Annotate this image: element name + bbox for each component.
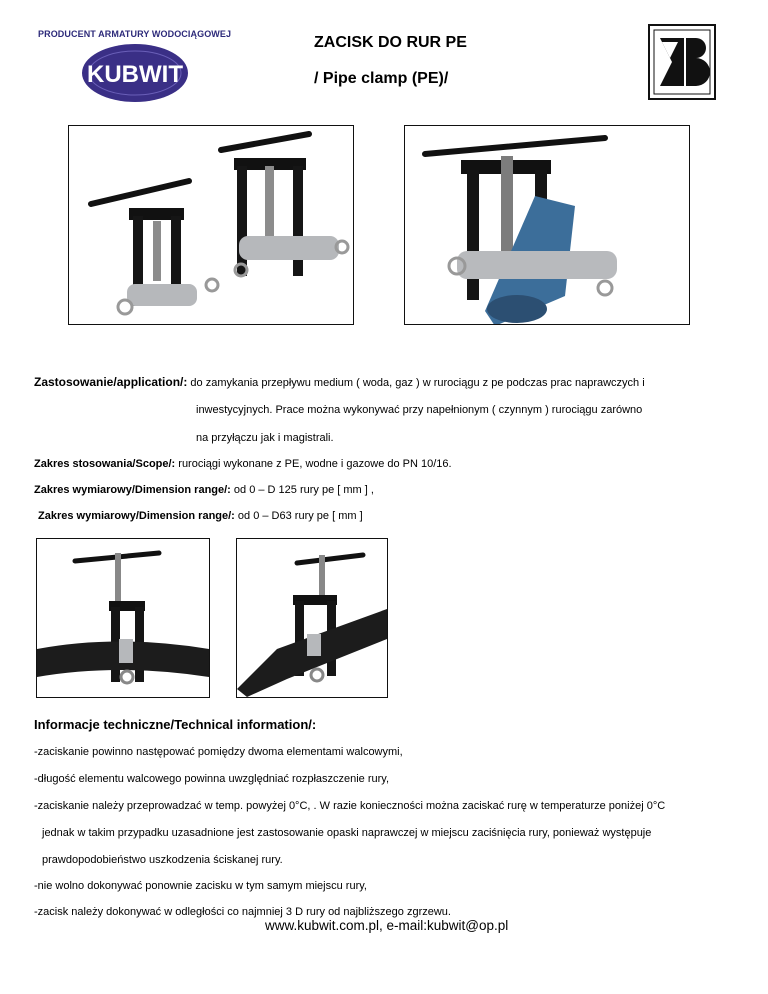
technical-line-5: prawdopodobieństwo uszkodzenia ściskanej rury. [42,854,283,866]
range2-label: Zakres wymiarowy/Dimension range/: [38,510,235,522]
technical-line-6: -nie wolno dokonywać ponownie zacisku w tym samym miejscu rury, [34,880,367,892]
kubwit-logo [80,42,190,104]
page-title: ZACISK DO RUR PE [314,34,467,51]
logo-text: KUBWIT [87,61,183,88]
footer-contact[interactable]: www.kubwit.com.pl, e-mail:kubwit@op.pl [265,918,509,933]
pipe-clamp-illustration [69,126,353,324]
technical-line-4: jednak w takim przypadku uzasadnione jest zastosowanie opaski naprawczej w miejscu zaciśnięcia rury, ponieważ występuje [42,827,652,839]
dimension-range-line-2 [38,510,363,522]
technical-line-7: -zacisk należy dokonywać w odległości co najmniej 3 D rury od najbliższego zgrzewu. [34,906,451,918]
product-photo-4 [236,538,388,698]
scope-value: rurociągi wykonane z PE, wodne i gazowe do PN 10/16. [175,458,452,470]
pipe-clamp-on-pipe-illustration [405,126,689,324]
scope-label: Zakres stosowania/Scope/: [34,458,176,470]
range1-value: od 0 – D 125 rury pe [ mm ] , [230,484,374,496]
small-clamp-angled-illustration [237,539,387,697]
product-photo-3 [36,538,210,698]
small-clamp-illustration [37,539,209,697]
application-line-2: inwestycyjnych. Prace można wykonywać przy napełnionym ( czynnym ) rurociągu zarówno [196,404,643,416]
product-photo-2 [404,125,690,325]
technical-line-3: -zaciskanie należy przeprowadzać w temp. powyżej 0°C, . W razie konieczności można zaciskać rurę w temperaturze poniżej 0°C [34,800,666,812]
technical-line-2: -długość elementu walcowego powinna uwzględniać rozpłaszczenie rury, [34,773,390,785]
application-text-1: do zamykania przepływu medium ( woda, gaz ) w rurociągu z pe podczas prac naprawczych i [187,377,645,389]
dimension-range-line-1 [34,484,374,496]
range2-value: od 0 – D63 rury pe [ mm ] [234,510,363,522]
scope-line [34,458,452,470]
technical-line-1: -zaciskanie powinno następować pomiędzy dwoma elementami walcowymi, [34,746,403,758]
range1-label: Zakres wymiarowy/Dimension range/: [34,484,231,496]
application-line-3: na przyłączu jak i magistrali. [196,432,334,444]
application-line-1 [34,375,645,389]
technical-heading: Informacje techniczne/Technical information/: [34,717,317,732]
product-photo-1 [68,125,354,325]
producer-tagline: PRODUCENT ARMATURY WODOCIĄGOWEJ [38,29,232,39]
page-subtitle: / Pipe clamp (PE)/ [314,70,449,87]
application-label: Zastosowanie/application/: [34,375,188,389]
company-emblem [648,24,716,100]
